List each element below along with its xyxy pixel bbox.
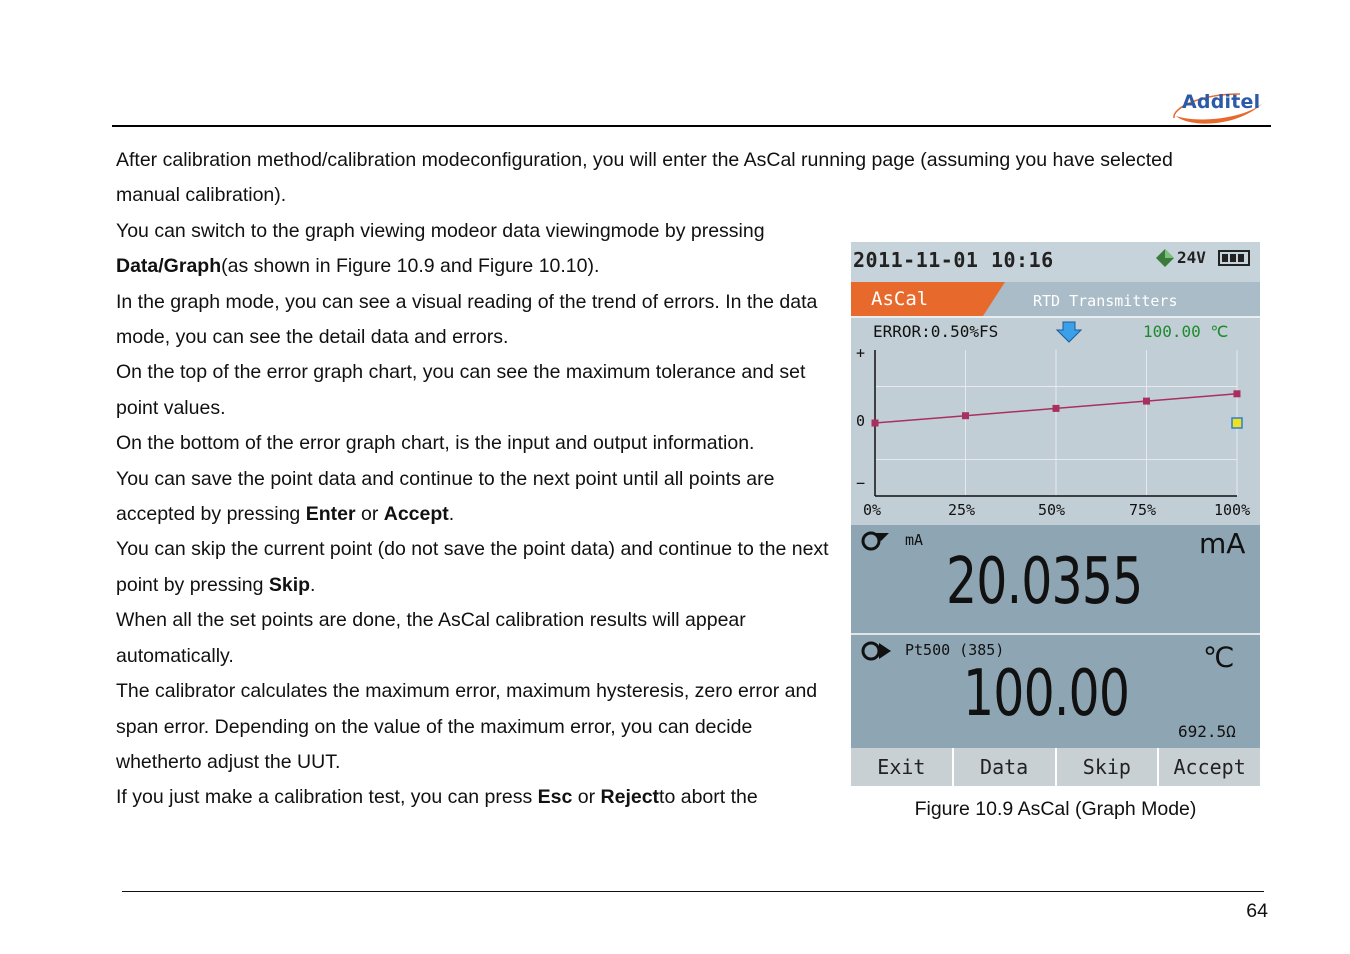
paragraph (116, 285, 836, 356)
voltage-label: 24V (1177, 248, 1206, 267)
key-name: Enter (305, 503, 356, 526)
softkey-bar (851, 748, 1260, 786)
text-run: On the top of the error graph chart, you can see the maximum tolerance and set point values. (116, 361, 806, 419)
text-run: . (310, 573, 316, 596)
key-name: Data/Graph (116, 255, 222, 278)
input-unit: mA (1199, 527, 1246, 560)
additel-logo (1170, 88, 1270, 126)
y-tick-plus: + (856, 344, 866, 362)
text-run: You can save the point data and continue to the next point until all points are accepted by pressing (116, 467, 775, 526)
input-signal-icon (859, 529, 893, 553)
page-number: 64 (1246, 900, 1268, 922)
input-panel (851, 525, 1260, 635)
text-run: or (355, 503, 384, 526)
paragraph (116, 355, 836, 426)
text-run: to abort the (659, 786, 758, 809)
softkey-data[interactable]: Data (954, 748, 1057, 786)
input-value: 20.0355 (946, 545, 1143, 619)
paragraph (116, 462, 836, 533)
input-label: mA (905, 531, 924, 549)
text-run: or (572, 786, 601, 809)
key-name: Skip (268, 573, 311, 596)
connection-diamond-icon (1155, 248, 1175, 268)
text-run: After calibration method/calibration modeconfiguration, you will enter the AsCal running page (assuming you have selected manual calibration). (116, 149, 1173, 207)
text-run: You can skip the current point (do not save the point data) and continue to the next point by pressing (116, 538, 829, 596)
header-rule (112, 125, 1271, 127)
x-tick-0: 0% (863, 501, 882, 519)
output-signal-icon (859, 639, 893, 663)
output-label: Pt500 (385) (905, 641, 1005, 659)
key-name: Reject (600, 786, 660, 809)
logo-text: Additel (1182, 91, 1261, 113)
resistance-label: 692.5Ω (1178, 722, 1236, 741)
paragraph (116, 674, 836, 780)
battery-icon (1218, 250, 1250, 266)
paragraph (116, 532, 836, 603)
x-tick-100: 100% (1214, 501, 1251, 519)
y-tick-zero: 0 (856, 412, 866, 430)
text-run: In the graph mode, you can see a visual reading of the trend of errors. In the data mode, you can see the detail data and errors. (116, 290, 818, 349)
datetime-label: 2011-11-01 10:16 (853, 248, 1054, 272)
data-point (1053, 405, 1060, 412)
paragraph (116, 214, 836, 285)
current-point-marker (1232, 418, 1242, 428)
paragraph (116, 426, 836, 461)
text-run: . (448, 503, 455, 526)
paragraph (116, 143, 1236, 214)
softkey-accept[interactable]: Accept (1173, 755, 1246, 779)
figure-caption: Figure 10.9 AsCal (Graph Mode) (914, 798, 1197, 820)
error-tolerance-label: ERROR:0.50%FS (873, 322, 999, 341)
paragraph (116, 603, 836, 674)
device-screen (851, 242, 1260, 786)
output-unit: ℃ (1203, 641, 1235, 674)
error-chart (851, 342, 1260, 525)
footer-rule (122, 891, 1264, 892)
text-run: If you just make a calibration test, you can press (116, 786, 538, 809)
x-tick-25: 25% (948, 501, 976, 519)
softkey-skip[interactable]: Skip (1057, 748, 1160, 786)
text-run: On the bottom of the error graph chart, is the input and output information. (116, 432, 755, 455)
key-name: Esc (537, 786, 573, 809)
setpoint-label: 100.00 ℃ (1143, 322, 1229, 341)
x-tick-50: 50% (1038, 501, 1066, 519)
y-tick-minus: − (856, 474, 866, 492)
paragraph (116, 780, 836, 815)
x-tick-75: 75% (1129, 501, 1157, 519)
down-arrow-icon (1056, 321, 1082, 343)
data-point (1143, 398, 1150, 405)
text-run: The calibrator calculates the maximum error, maximum hysteresis, zero error and span error. Depending on the value of the maximum error, you can decide whetherto adjust the UUT. (116, 680, 818, 773)
data-point (872, 420, 879, 427)
text-run: (as shown in Figure 10.9 and Figure 10.10). (221, 255, 600, 278)
data-point (962, 412, 969, 419)
text-run: You can switch to the graph viewing modeor data viewingmode by pressing (116, 219, 765, 242)
tab-rtd-transmitters[interactable]: RTD Transmitters (1033, 292, 1178, 310)
tab-ascal[interactable]: AsCal (851, 282, 983, 316)
data-point (1234, 390, 1241, 397)
tab-slant (983, 282, 1005, 316)
output-value: 100.00 (963, 657, 1130, 731)
key-name: Accept (383, 503, 449, 526)
softkey-exit[interactable]: Exit (851, 748, 954, 786)
text-run: When all the set points are done, the AsCal calibration results will appear automatically. (116, 609, 746, 667)
